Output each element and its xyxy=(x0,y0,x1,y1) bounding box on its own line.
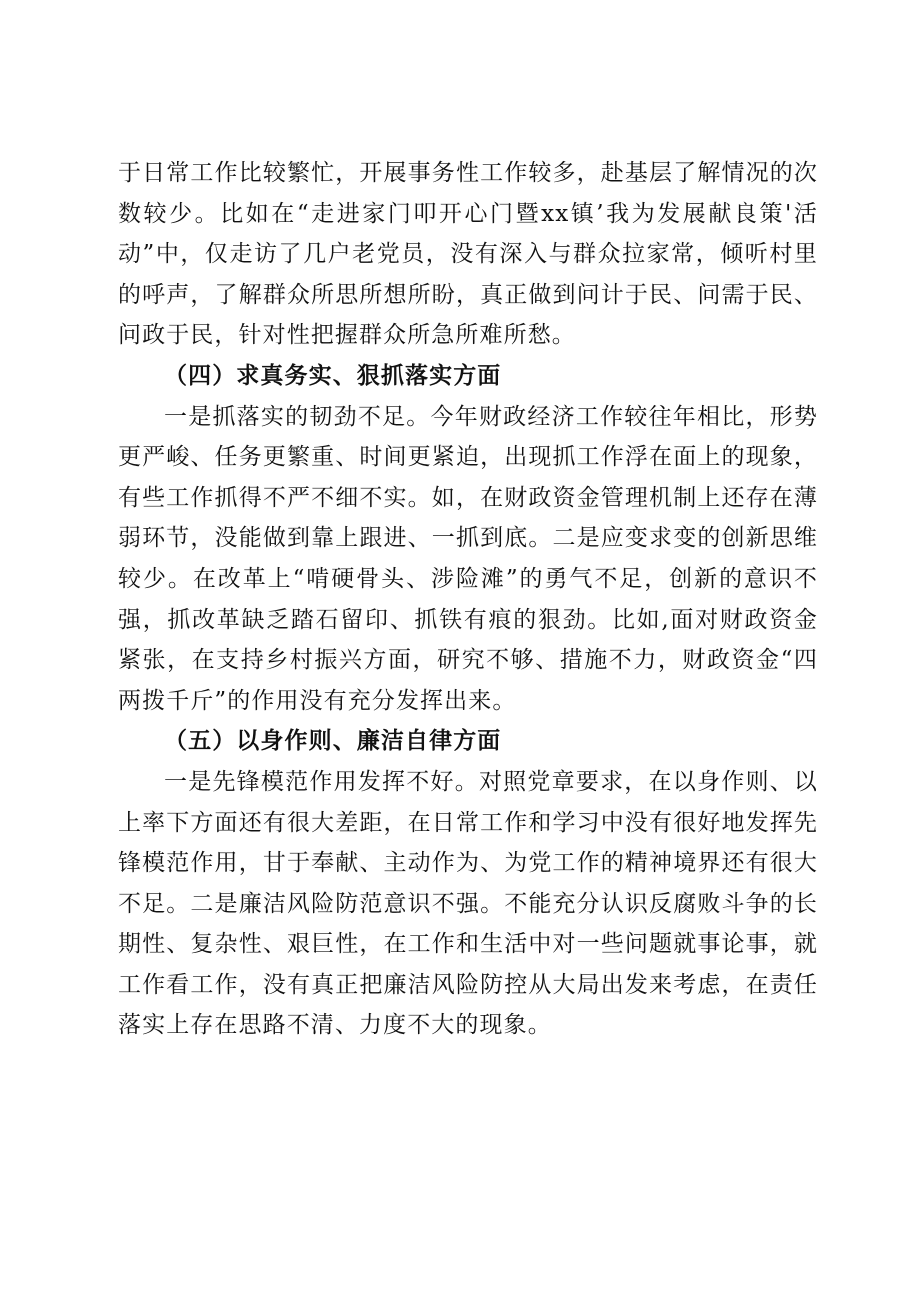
paragraph-continued: 于日常工作比较繁忙，开展事务性工作较多，赴基层了解情况的次数较少。比如在“走进家门叩开心门暨xx镇’我为发展献良策'活动”中，仅走访了几户老党员，没有深入与群众拉家常，倾听村里的呼声，了解群众所思所想所盼，真正做到问计于民、问需于民、问政于民，针对性把握群众所急所难所愁。 xyxy=(118,160,818,349)
paragraph-section-5: 一是先锋模范作用发挥不好。对照党章要求，在以身作则、以上率下方面还有很大差距，在日常工作和学习中没有很好地发挥先锋模范作用，甘于奉献、主动作为、为党工作的精神境界还有很大不足。二是廉洁风险防范意识不强。不能充分认识反腐败斗争的长期性、复杂性、艰巨性，在工作和生活中对一些问题就事论事，就工作看工作，没有真正把廉洁风险防控从大局出发来考虑，在责任落实上存在思路不清、力度不大的现象。 xyxy=(118,768,818,1039)
paragraph-section-4: 一是抓落实的韧劲不足。今年财政经济工作较往年相比，形势更严峻、任务更繁重、时间更紧迫，出现抓工作浮在面上的现象，有些工作抓得不严不细不实。如，在财政资金管理机制上还存在薄弱环节，没能做到靠上跟进、一抓到底。二是应变求变的创新思维较少。在改革上“啃硬骨头、涉险滩”的勇气不足，创新的意识不强，抓改革缺乏踏石留印、抓铁有痕的狠劲。比如,面对财政资金紧张，在支持乡村振兴方面，研究不够、措施不力，财政资金“四两拨千斤”的作用没有充分发挥出来。 xyxy=(118,403,818,714)
document-page xyxy=(118,153,818,1046)
section-heading-5: （五）以身作则、廉洁自律方面 xyxy=(164,727,502,755)
section-heading-4: （四）求真务实、狠抓落实方面 xyxy=(164,361,502,389)
